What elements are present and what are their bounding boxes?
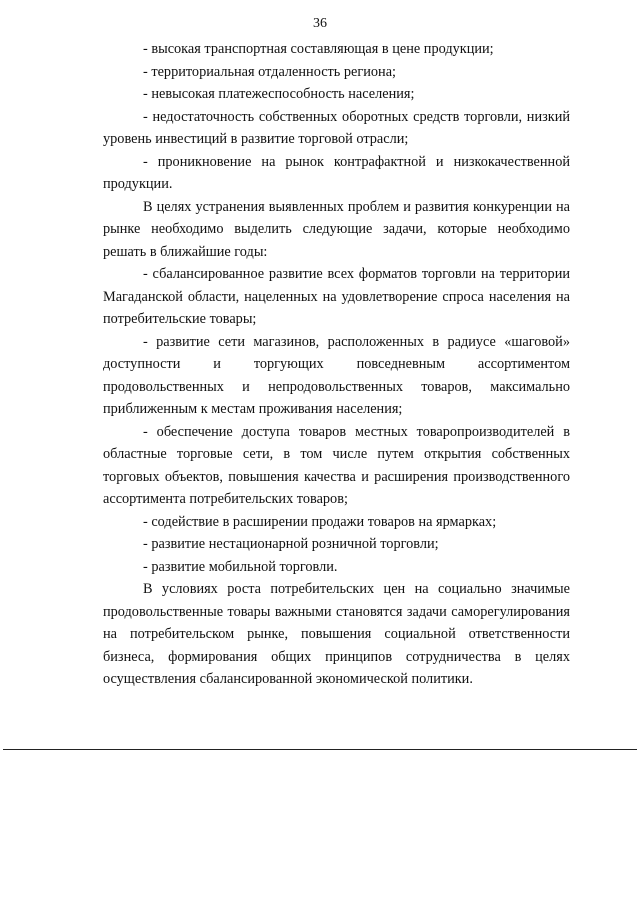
paragraph: - обеспечение доступа товаров местных товаропроизводителей в областные торговые сети, в том числе путем открытия собственных торговых объектов, повышения качества и расширения производственного ассортимента потребительских товаров; <box>103 423 570 507</box>
document-body <box>103 38 570 691</box>
paragraph: - содействие в расширении продажи товаров на ярмарках; <box>143 513 497 530</box>
bottom-divider <box>3 749 637 750</box>
paragraph: - территориальная отдаленность региона; <box>143 63 397 80</box>
paragraph: - сбалансированное развитие всех форматов торговли на территории Магаданской области, нацеленных на удовлетворение спроса населения на потребительские товары; <box>103 266 570 327</box>
paragraph: - развитие сети магазинов, расположенных в радиусе «шаговой» доступности и торгующих повседневным ассортиментом продовольственных и непродовольственных товаров, максимально приближенным к местам проживания населения; <box>103 333 570 417</box>
paragraph: - проникновение на рынок контрафактной и низкокачественной продукции. <box>103 153 570 192</box>
paragraph: - высокая транспортная составляющая в цене продукции; <box>143 41 494 57</box>
paragraph: - развитие мобильной торговли. <box>143 558 338 575</box>
paragraph: В целях устранения выявленных проблем и развития конкуренции на рынке необходимо выделить следующие задачи, которые необходимо решать в ближайшие годы: <box>103 198 570 260</box>
paragraph: - недостаточность собственных оборотных средств торговли, низкий уровень инвестиций в развитие торговой отрасли; <box>103 108 570 147</box>
page-number: 36 <box>313 16 327 31</box>
paragraph: - невысокая платежеспособность населения; <box>143 86 415 102</box>
paragraph: В условиях роста потребительских цен на социально значимые продовольственные товары важными становятся задачи саморегулирования на потребительском рынке, повышения социальной ответственности бизнеса, формирования общих принципов сотрудничества в целях осуществления сбалансированной экономической политики. <box>103 581 570 687</box>
paragraph: - развитие нестационарной розничной торговли; <box>143 536 439 552</box>
